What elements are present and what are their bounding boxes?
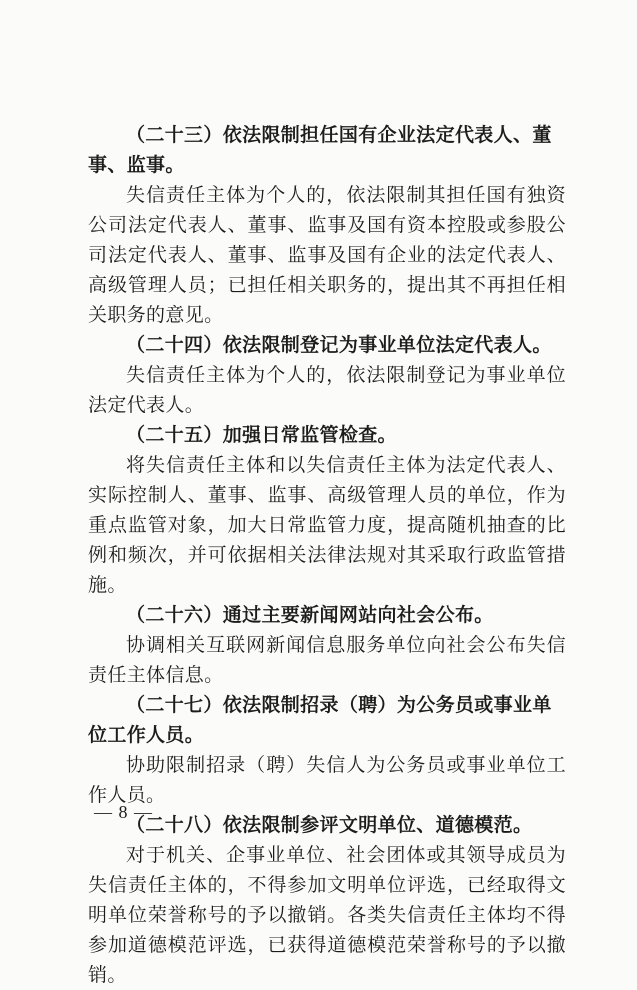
section-heading-26: （二十六）通过主要新闻网站向社会公布。	[126, 604, 494, 626]
section-heading-25: （二十五）加强日常监管检查。	[126, 424, 397, 446]
section-body-25: 将失信责任主体和以失信责任主体为法定代表人、实际控制人、董事、监事、高级管理人员的单位，作为重点监管对象，加大日常监管力度，提高随机抽查的比例和频次，并可依据相关法律法规对其采取行政监管措施。	[88, 454, 566, 596]
document-body	[88, 120, 566, 990]
section-heading-23: （二十三）依法限制担任国有企业法定代表人、董事、监事。	[88, 124, 552, 176]
section-body-28: 对于机关、企事业单位、社会团体或其领导成员为失信责任主体的，不得参加文明单位评选，已经取得文明单位荣誉称号的予以撤销。各类失信责任主体均不得参加道德模范评选，已获得道德模范荣誉称号的予以撤销。	[88, 844, 566, 986]
section-heading-27: （二十七）依法限制招录（聘）为公务员或事业单位工作人员。	[88, 694, 552, 746]
section-heading-28: （二十八）依法限制参评文明单位、道德模范。	[126, 814, 533, 836]
section-body-26: 协调相关互联网新闻信息服务单位向社会公布失信责任主体信息。	[88, 634, 566, 686]
section-body-23: 失信责任主体为个人的，依法限制其担任国有独资公司法定代表人、董事、监事及国有资本控股或参股公司法定代表人、董事、监事及国有企业的法定代表人、高级管理人员；已担任相关职务的，提出其不再担任相关职务的意见。	[88, 184, 566, 326]
page-number: — 8 —	[94, 802, 153, 822]
section-heading-24: （二十四）依法限制登记为事业单位法定代表人。	[126, 334, 552, 356]
section-body-24: 失信责任主体为个人的，依法限制登记为事业单位法定代表人。	[88, 364, 566, 416]
section-body-27: 协助限制招录（聘）失信人为公务员或事业单位工作人员。	[88, 754, 566, 806]
